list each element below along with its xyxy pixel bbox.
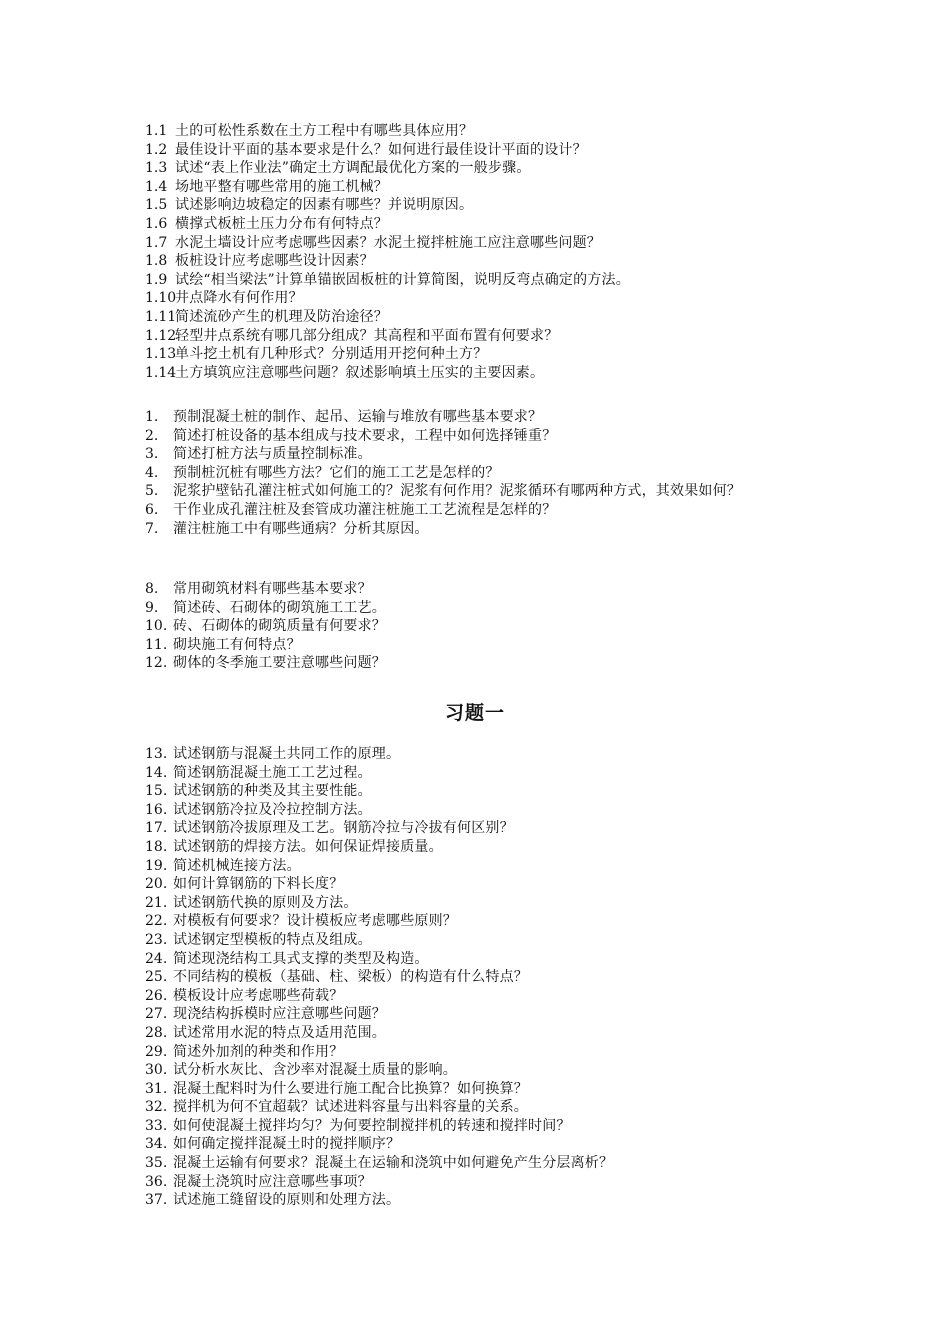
question-item (145, 580, 825, 599)
question-number: 1.10 (145, 290, 177, 307)
question-text: 井点降水有何作用？ (175, 290, 303, 307)
question-text: 场地平整有哪些常用的施工机械？ (175, 178, 388, 195)
question-item (145, 1005, 825, 1024)
question-text: 简述钢筋混凝土施工工艺过程。 (173, 764, 372, 781)
question-item (145, 617, 825, 636)
question-text: 试述常用水泥的特点及适用范围。 (173, 1024, 386, 1041)
question-number: 29. (145, 1043, 168, 1060)
question-item (145, 1135, 825, 1154)
question-text: 试绘“相当梁法”计算单锚嵌固板桩的计算简图，说明反弯点确定的方法。 (175, 271, 630, 288)
question-item (145, 464, 825, 483)
question-number: 3. (145, 446, 159, 463)
question-number: 1.6 (145, 215, 168, 232)
question-item (145, 745, 825, 764)
question-number: 31. (145, 1080, 168, 1097)
question-text: 砌体的冬季施工要注意哪些问题？ (173, 655, 386, 672)
question-number: 27. (145, 1006, 168, 1023)
question-text: 搅拌机为何不宜超载？试述进料容量与出料容量的关系。 (173, 1099, 528, 1116)
question-text: 灌注桩施工中有哪些通病？分析其原因。 (173, 520, 429, 537)
question-text: 混凝土运输有何要求？混凝土在运输和浇筑中如何避免产生分层离析？ (173, 1155, 614, 1172)
question-number: 1.7 (145, 234, 168, 251)
question-item (145, 408, 825, 427)
question-text: 简述砖、石砌体的砌筑施工工艺。 (173, 599, 386, 616)
question-number: 4. (145, 464, 159, 481)
question-number: 13. (145, 746, 168, 762)
question-item (145, 427, 825, 446)
question-item (145, 501, 825, 520)
question-item (145, 520, 825, 539)
question-text: 泥浆护壁钻孔灌注桩式如何施工的？泥浆有何作用？泥浆循环有哪两种方式，其效果如何？ (173, 483, 741, 500)
question-number: 8. (145, 581, 159, 597)
question-number: 6. (145, 501, 159, 518)
question-item (145, 1061, 825, 1080)
question-text: 试述钢筋与混凝土共同工作的原理。 (173, 746, 401, 762)
question-item (145, 1191, 825, 1210)
question-number: 23. (145, 931, 168, 948)
question-item (145, 1117, 825, 1136)
question-text: 试述钢筋的焊接方法。如何保证焊接质量。 (173, 838, 443, 855)
question-text: 混凝土浇筑时应注意哪些事项？ (173, 1173, 372, 1190)
question-text: 试分析水灰比、含沙率对混凝土质量的影响。 (173, 1062, 457, 1079)
question-item (145, 364, 825, 383)
question-text: 如何确定搅拌混凝土时的搅拌顺序？ (173, 1136, 401, 1153)
question-text: 最佳设计平面的基本要求是什么？如何进行最佳设计平面的设计？ (175, 141, 587, 158)
question-number: 35. (145, 1155, 168, 1172)
question-text: 土的可松性系数在土方工程中有哪些具体应用？ (175, 123, 474, 139)
question-item (145, 819, 825, 838)
question-item (145, 950, 825, 969)
question-text: 如何使混凝土搅拌均匀？为何要控制搅拌机的转速和搅拌时间？ (173, 1117, 571, 1134)
question-item (145, 482, 825, 501)
question-list-concrete (145, 745, 825, 1210)
question-item (145, 654, 825, 673)
question-item (145, 894, 825, 913)
question-text: 预制混凝土桩的制作、起吊、运输与堆放有哪些基本要求？ (173, 409, 543, 425)
question-item (145, 252, 825, 271)
question-text: 试述钢筋冷拔原理及工艺。钢筋冷拉与冷拔有何区别？ (173, 820, 514, 837)
question-item (145, 141, 825, 160)
question-number: 2. (145, 427, 159, 444)
question-number: 1.14 (145, 364, 177, 381)
question-item (145, 445, 825, 464)
question-number: 16. (145, 801, 168, 818)
question-number: 32. (145, 1099, 168, 1116)
question-number: 5. (145, 483, 159, 500)
question-number: 7. (145, 520, 159, 537)
question-number: 24. (145, 950, 168, 967)
question-text: 砌块施工有何特点？ (173, 636, 301, 653)
question-text: 土方填筑应注意哪些问题？叙述影响填土压实的主要因素。 (175, 364, 545, 381)
question-item (145, 271, 825, 290)
question-text: 试述影响边坡稳定的因素有哪些？并说明原因。 (175, 197, 474, 214)
question-number: 20. (145, 876, 168, 893)
question-item (145, 1098, 825, 1117)
question-number: 34. (145, 1136, 168, 1153)
question-item (145, 968, 825, 987)
question-number: 33. (145, 1117, 168, 1134)
question-list-earthwork (145, 122, 825, 382)
question-text: 不同结构的模板（基础、柱、梁板）的构造有什么特点？ (173, 969, 528, 986)
question-text: 简述打桩设备的基本组成与技术要求，工程中如何选择锤重？ (173, 427, 557, 444)
question-number: 1.3 (145, 160, 168, 177)
question-item (145, 912, 825, 931)
question-text: 试述施工缝留设的原则和处理方法。 (173, 1192, 401, 1209)
question-text: 试述钢筋的种类及其主要性能。 (173, 783, 372, 800)
question-item (145, 345, 825, 364)
question-number: 21. (145, 894, 168, 911)
question-number: 1.8 (145, 253, 168, 270)
question-number: 1.9 (145, 271, 168, 288)
question-item (145, 289, 825, 308)
question-text: 水泥土墙设计应考虑哪些因素？水泥土搅拌桩施工应注意哪些问题？ (175, 234, 601, 251)
question-list-piles (145, 408, 825, 538)
question-number: 1.2 (145, 141, 168, 158)
question-text: 混凝土配料时为什么要进行施工配合比换算？如何换算？ (173, 1080, 528, 1097)
question-item (145, 857, 825, 876)
question-item (145, 875, 825, 894)
question-number: 1. (145, 409, 159, 425)
question-number: 17. (145, 820, 168, 837)
question-number: 1.13 (145, 346, 177, 363)
question-list-masonry (145, 580, 825, 673)
question-item (145, 1080, 825, 1099)
question-number: 1.1 (145, 123, 168, 139)
question-text: 横撑式板桩土压力分布有何特点？ (175, 215, 388, 232)
question-item (145, 1173, 825, 1192)
question-item (145, 122, 825, 141)
section-heading: 习题一 (444, 702, 505, 724)
question-number: 30. (145, 1062, 168, 1079)
question-item (145, 159, 825, 178)
question-item (145, 838, 825, 857)
question-number: 1.5 (145, 197, 168, 214)
question-item (145, 327, 825, 346)
question-text: 简述机械连接方法。 (173, 857, 301, 874)
question-text: 单斗挖土机有几种形式？分别适用开挖何种土方？ (175, 346, 488, 363)
question-number: 9. (145, 599, 159, 616)
question-item (145, 1154, 825, 1173)
question-text: 砖、石砌体的砌筑质量有何要求？ (173, 618, 386, 635)
question-item (145, 196, 825, 215)
question-text: 试述钢筋冷拉及冷拉控制方法。 (173, 801, 372, 818)
question-item (145, 1043, 825, 1062)
question-item (145, 215, 825, 234)
question-item (145, 764, 825, 783)
question-item (145, 801, 825, 820)
question-item (145, 599, 825, 618)
question-number: 10. (145, 618, 168, 635)
question-item (145, 308, 825, 327)
question-text: 常用砌筑材料有哪些基本要求？ (173, 581, 372, 597)
question-number: 15. (145, 783, 168, 800)
question-number: 12. (145, 655, 168, 672)
question-number: 1.11 (145, 308, 177, 325)
question-text: 轻型井点系统有哪几部分组成？其高程和平面布置有何要求？ (175, 327, 559, 344)
question-number: 28. (145, 1024, 168, 1041)
question-item (145, 178, 825, 197)
question-number: 25. (145, 969, 168, 986)
question-text: 简述打桩方法与质量控制标准。 (173, 446, 372, 463)
question-number: 36. (145, 1173, 168, 1190)
question-text: 干作业成孔灌注桩及套管成功灌注桩施工工艺流程是怎样的？ (173, 501, 557, 518)
question-item (145, 636, 825, 655)
question-number: 18. (145, 838, 168, 855)
question-text: 如何计算钢筋的下料长度？ (173, 876, 344, 893)
question-item (145, 234, 825, 253)
question-text: 简述现浇结构工具式支撑的类型及构造。 (173, 950, 429, 967)
question-text: 试述“表上作业法”确定土方调配最优化方案的一般步骤。 (175, 160, 531, 177)
question-text: 现浇结构拆模时应注意哪些问题？ (173, 1006, 386, 1023)
question-item (145, 1024, 825, 1043)
question-text: 简述外加剂的种类和作用？ (173, 1043, 344, 1060)
question-text: 模板设计应考虑哪些荷载？ (173, 987, 344, 1004)
question-item (145, 987, 825, 1006)
question-number: 1.12 (145, 327, 177, 344)
question-text: 试述钢筋代换的原则及方法。 (173, 894, 358, 911)
question-item (145, 782, 825, 801)
question-text: 简述流砂产生的机理及防治途径？ (175, 308, 388, 325)
question-item (145, 931, 825, 950)
question-number: 1.4 (145, 178, 168, 195)
question-number: 22. (145, 913, 168, 930)
question-number: 37. (145, 1192, 168, 1209)
question-text: 预制桩沉桩有哪些方法？它们的施工工艺是怎样的？ (173, 464, 500, 481)
question-text: 板桩设计应考虑哪些设计因素？ (175, 253, 374, 270)
question-number: 26. (145, 987, 168, 1004)
question-text: 试述钢定型模板的特点及组成。 (173, 931, 372, 948)
question-number: 11. (145, 636, 168, 653)
question-number: 19. (145, 857, 168, 874)
question-text: 对模板有何要求？设计模板应考虑哪些原则？ (173, 913, 457, 930)
question-number: 14. (145, 764, 168, 781)
